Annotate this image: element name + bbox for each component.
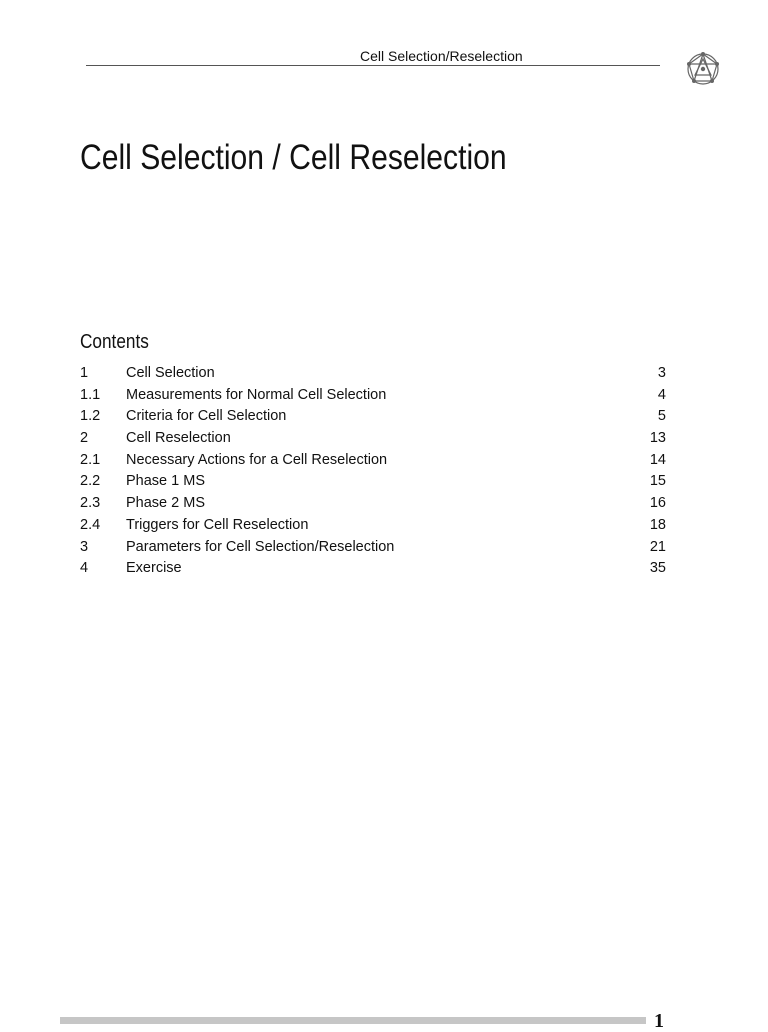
toc-entry[interactable] xyxy=(80,493,666,515)
toc-entry[interactable] xyxy=(80,537,666,559)
toc-entry-page: 4 xyxy=(657,386,666,403)
toc-entry-label: Measurements for Normal Cell Selection xyxy=(126,386,387,403)
toc-entry-page: 15 xyxy=(649,473,666,490)
toc-entry-label: Phase 1 MS xyxy=(126,473,205,490)
toc-entry[interactable] xyxy=(80,450,666,472)
toc-entry[interactable] xyxy=(80,385,666,407)
toc-entry-number: 3 xyxy=(80,538,89,555)
footer-page-number: 1 xyxy=(654,1010,664,1032)
toc-entry[interactable] xyxy=(80,428,666,450)
toc-entry-page: 5 xyxy=(657,408,666,425)
toc-entry-label: Cell Reselection xyxy=(126,430,231,447)
toc-entry[interactable] xyxy=(80,471,666,493)
toc-entry-page: 18 xyxy=(649,516,666,533)
toc-entry[interactable] xyxy=(80,363,666,385)
table-of-contents xyxy=(80,363,666,580)
toc-entry-label: Criteria for Cell Selection xyxy=(126,408,287,425)
toc-entry-number: 1.1 xyxy=(80,386,101,403)
running-header-title: Cell Selection/Reselection xyxy=(360,48,523,64)
toc-entry-number: 1.2 xyxy=(80,408,101,425)
toc-entry[interactable] xyxy=(80,558,666,580)
toc-entry-page: 16 xyxy=(649,495,666,512)
toc-entry[interactable] xyxy=(80,406,666,428)
toc-entry-label: Phase 2 MS xyxy=(126,495,205,512)
toc-entry-page: 21 xyxy=(649,538,666,555)
toc-entry-number: 2.2 xyxy=(80,473,101,490)
toc-entry-page: 13 xyxy=(649,430,666,447)
toc-entry-number: 2.4 xyxy=(80,516,101,533)
toc-entry-label: Triggers for Cell Reselection xyxy=(126,516,309,533)
toc-entry-page: 14 xyxy=(649,451,666,468)
network-globe-icon xyxy=(684,50,722,88)
toc-entry-label: Necessary Actions for a Cell Reselection xyxy=(126,451,388,468)
contents-heading: Contents xyxy=(80,331,149,353)
header-rule xyxy=(86,65,660,66)
toc-entry-label: Exercise xyxy=(126,560,182,577)
toc-entry-number: 4 xyxy=(80,560,89,577)
toc-entry-page: 3 xyxy=(657,365,666,381)
footer-bar xyxy=(60,1017,646,1024)
toc-entry-number: 1 xyxy=(80,365,89,381)
toc-entry-label: Cell Selection xyxy=(126,365,215,381)
toc-entry-number: 2.1 xyxy=(80,451,101,468)
toc-entry-label: Parameters for Cell Selection/Reselection xyxy=(126,538,395,555)
toc-entry-number: 2.3 xyxy=(80,495,101,512)
toc-entry[interactable] xyxy=(80,515,666,537)
page-title: Cell Selection / Cell Reselection xyxy=(80,138,507,177)
toc-entry-page: 35 xyxy=(649,560,666,577)
toc-entry-number: 2 xyxy=(80,430,89,447)
